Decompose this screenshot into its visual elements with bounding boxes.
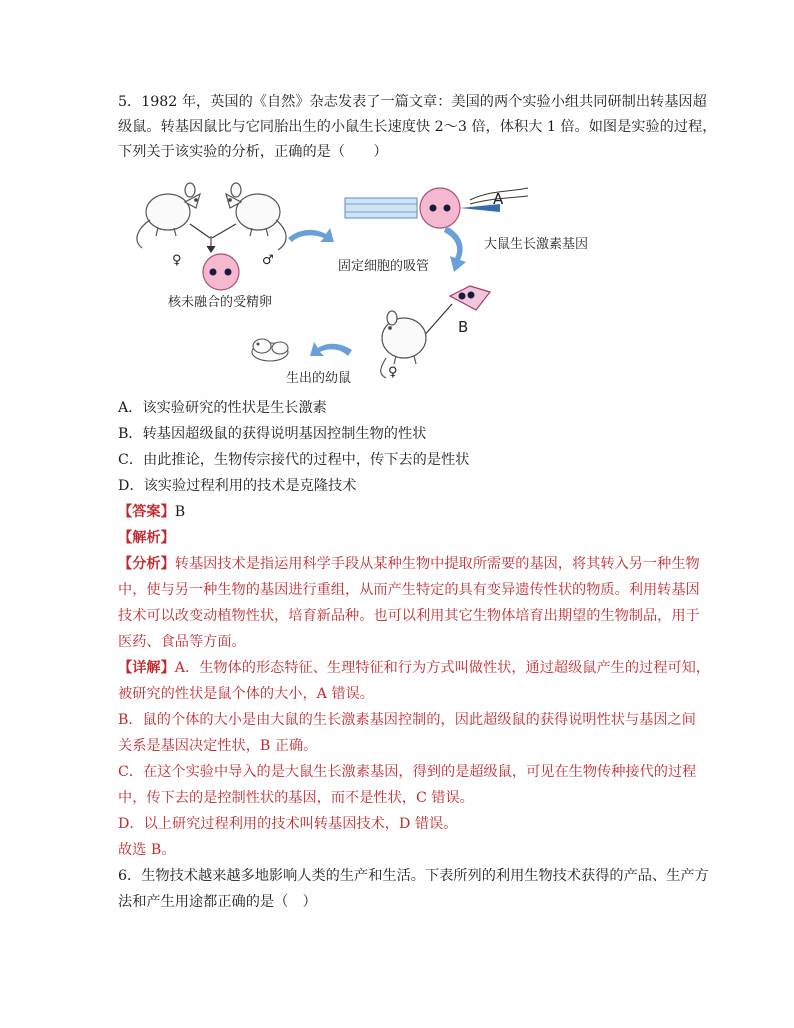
- option-a: A．该实验研究的性状是生长激素: [118, 400, 327, 416]
- arrow-right-icon: [288, 228, 334, 242]
- xiangjie-line-4: 关系是基因决定性状，B 正确。: [118, 738, 318, 754]
- pup-label: 生出的幼鼠: [286, 371, 352, 386]
- xiangjie-tag: 【详解】: [118, 660, 175, 676]
- female-mouse-icon: [137, 183, 200, 248]
- male-mouse-icon: [226, 183, 286, 250]
- analysis-tag: 【解析】: [118, 530, 175, 546]
- answer-tag: 【答案】: [118, 504, 175, 520]
- q5-stem-line-3: 下列关于该实验的分析，正确的是（ ）: [118, 144, 388, 160]
- q5-stem-line-2: 级鼠。转基因鼠比与它同胎出生的小鼠生长速度快 2～3 倍，体积大 1 倍。如图是实验的过程，: [118, 119, 717, 135]
- fenxi-line-4: 医药、食品等方面。: [118, 634, 246, 650]
- answer-line: [118, 502, 185, 522]
- label-b: B: [458, 318, 469, 336]
- q6-stem-line-2: 法和产生用途都正确的是（ ）: [118, 894, 317, 910]
- pipette-label: 固定细胞的吸管: [338, 259, 430, 274]
- xiangjie-line-1: 【详解】A．生物体的形态特征、生理特征和行为方式叫做性状，通过超级鼠产生的过程可知，: [118, 660, 710, 676]
- xiangjie-line-2: 被研究的性状是鼠个体的大小，A 错误。: [118, 686, 374, 702]
- pups-icon: [252, 339, 288, 361]
- fenxi-line-1: 【分析】转基因技术是指运用科学手段从某种生物中提取所需要的基因，将其转入另一种生物: [118, 556, 700, 572]
- gene-label: 大鼠生长激素基因: [484, 237, 589, 252]
- female-symbol: ♀: [172, 253, 182, 268]
- xiangjie-line-5: C．在这个实验中导入的是大鼠生长激素基因，得到的是超级鼠，可见在生物传种接代的过程: [118, 764, 697, 780]
- xiangjie-line-3: B．鼠的个体的大小是由大鼠的生长激素基因控制的，因此超级鼠的获得说明性状与基因之间: [118, 712, 696, 728]
- experiment-diagram: [0, 168, 794, 398]
- fenxi-tag: 【分析】: [118, 556, 175, 572]
- fenxi-line-3: 技术可以改变动植物性状，培育新品种。也可以利用其它生物体培育出期望的生物制品，用于: [118, 608, 700, 624]
- fenxi-line-2: 中，使与另一种生物的基因进行重组，从而产生特定的具有变异遗传性状的物质。利用转基因: [118, 582, 700, 598]
- fertilized-egg-icon: [203, 254, 239, 290]
- q5-stem-line-1: 5．1982 年，英国的《自然》杂志发表了一篇文章：美国的两个实验小组共同研制出转基因超: [118, 94, 707, 110]
- injector-icon: [422, 286, 490, 338]
- male-symbol: ♂: [262, 253, 274, 268]
- arrow-down-icon: [444, 226, 466, 272]
- xiangjie-line-6: 中，传下去的是控制性状的基因，而不是性状，C 错误。: [118, 790, 474, 806]
- option-b: B．转基因超级鼠的获得说明基因控制生物的性状: [118, 426, 427, 442]
- female-symbol-2: ♀: [388, 365, 398, 380]
- q6-stem-line-1: 6．生物技术越来越多地影响人类的生产和生活。下表所列的利用生物技术获得的产品、生产方: [118, 868, 709, 884]
- xiangjie-line-7: D．以上研究过程利用的技术叫转基因技术，D 错误。: [118, 816, 458, 832]
- label-a: A: [493, 190, 504, 208]
- egg-label: 核未融合的受精卵: [168, 295, 273, 310]
- answer-value: B: [174, 504, 186, 520]
- option-d: D．该实验过程利用的技术是克隆技术: [118, 478, 357, 494]
- arrow-left-icon: [310, 342, 352, 356]
- option-c: C．由此推论，生物传宗接代的过程中，传下去的是性状: [118, 452, 470, 468]
- xiangjie-line-8: 故选 B。: [118, 842, 176, 858]
